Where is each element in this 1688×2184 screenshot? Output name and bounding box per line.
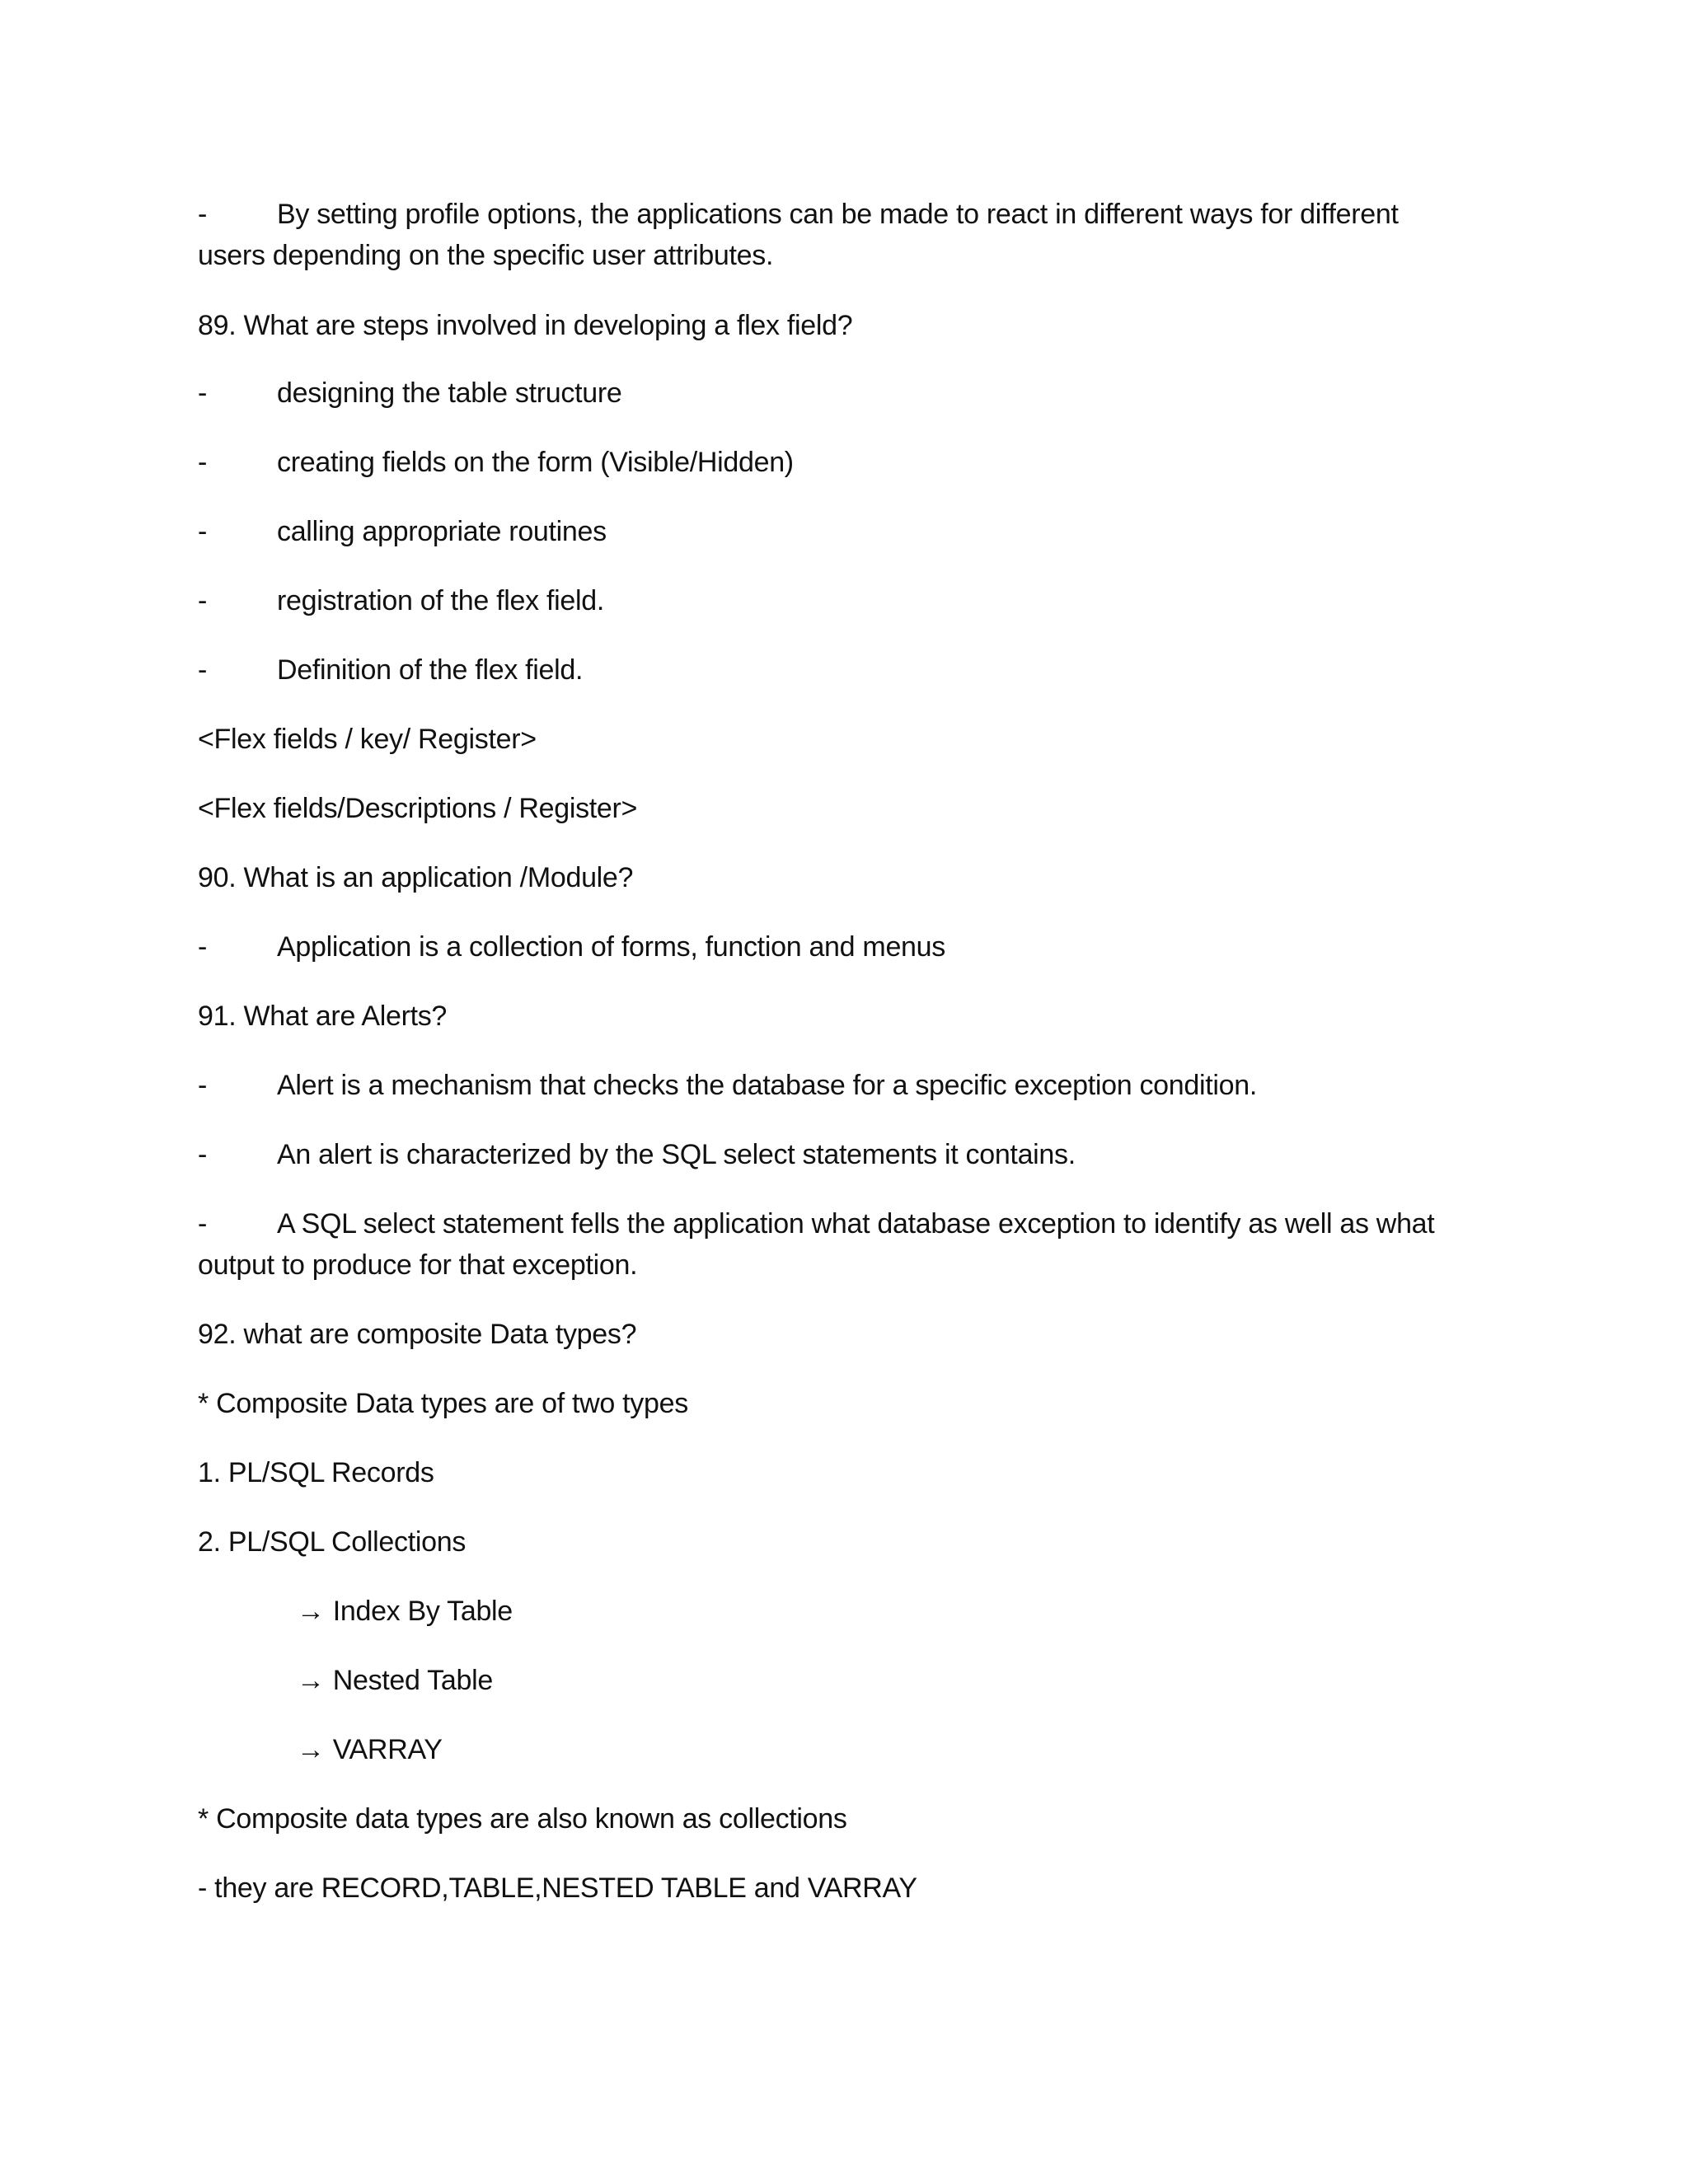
text: Alert is a mechanism that checks the database for a specific exception condition. xyxy=(277,1070,1258,1101)
text: A SQL select statement fells the application what database exception to identify as well as what xyxy=(277,1208,1435,1240)
numbered-item: 2. PL/SQL Collections xyxy=(198,1526,467,1558)
bullet-line xyxy=(198,649,583,691)
dash-marker: - xyxy=(198,377,208,409)
continuation-line: output to produce for that exception. xyxy=(198,1249,638,1281)
text: Definition of the flex field. xyxy=(277,654,584,686)
text: Nested Table xyxy=(332,1665,493,1696)
bullet-line xyxy=(198,373,621,414)
bullet-line xyxy=(198,1065,1257,1106)
numbered-item: 1. PL/SQL Records xyxy=(198,1457,434,1488)
text: An alert is characterized by the SQL select statements it contains. xyxy=(277,1139,1076,1170)
arrow-right-icon: → xyxy=(297,1596,325,1627)
text: registration of the flex field. xyxy=(277,585,605,616)
bullet-line xyxy=(198,1203,1434,1244)
bullet-line xyxy=(198,194,1399,235)
arrow-item xyxy=(297,1660,493,1701)
arrow-item xyxy=(297,1729,443,1770)
text: calling appropriate routines xyxy=(277,516,607,547)
text: creating fields on the form (Visible/Hidden) xyxy=(277,447,794,478)
text: By setting profile options, the applications can be made to react in different ways for different xyxy=(277,199,1399,230)
note-line: * Composite data types are also known as collections xyxy=(198,1803,847,1835)
dash-marker: - xyxy=(198,931,208,963)
text: designing the table structure xyxy=(277,377,622,409)
bullet-line xyxy=(198,511,607,552)
dash-marker: - xyxy=(198,585,208,616)
text: Application is a collection of forms, function and menus xyxy=(277,931,945,963)
question-90: 90. What is an application /Module? xyxy=(198,862,634,893)
question-89: 89. What are steps involved in developing a flex field? xyxy=(198,310,853,341)
arrow-item xyxy=(297,1591,513,1632)
bullet-line xyxy=(198,926,945,968)
arrow-right-icon: → xyxy=(297,1734,325,1765)
dash-marker: - xyxy=(198,1139,208,1170)
question-91: 91. What are Alerts? xyxy=(198,1001,448,1032)
dash-marker: - xyxy=(198,199,208,230)
question-92: 92. what are composite Data types? xyxy=(198,1319,637,1350)
menu-path: <Flex fields/Descriptions / Register> xyxy=(198,793,638,824)
note-line: - they are RECORD,TABLE,NESTED TABLE and VARRAY xyxy=(198,1872,917,1904)
arrow-right-icon: → xyxy=(297,1665,325,1696)
text: VARRAY xyxy=(332,1734,443,1765)
bullet-line xyxy=(198,442,794,483)
text: Index By Table xyxy=(332,1596,513,1627)
note-line: * Composite Data types are of two types xyxy=(198,1388,688,1419)
dash-marker: - xyxy=(198,1070,208,1101)
dash-marker: - xyxy=(198,447,208,478)
bullet-line xyxy=(198,1134,1076,1175)
menu-path: <Flex fields / key/ Register> xyxy=(198,724,537,755)
bullet-line xyxy=(198,580,604,621)
dash-marker: - xyxy=(198,654,208,686)
dash-marker: - xyxy=(198,516,208,547)
continuation-line: users depending on the specific user attributes. xyxy=(198,240,774,271)
dash-marker: - xyxy=(198,1208,208,1240)
